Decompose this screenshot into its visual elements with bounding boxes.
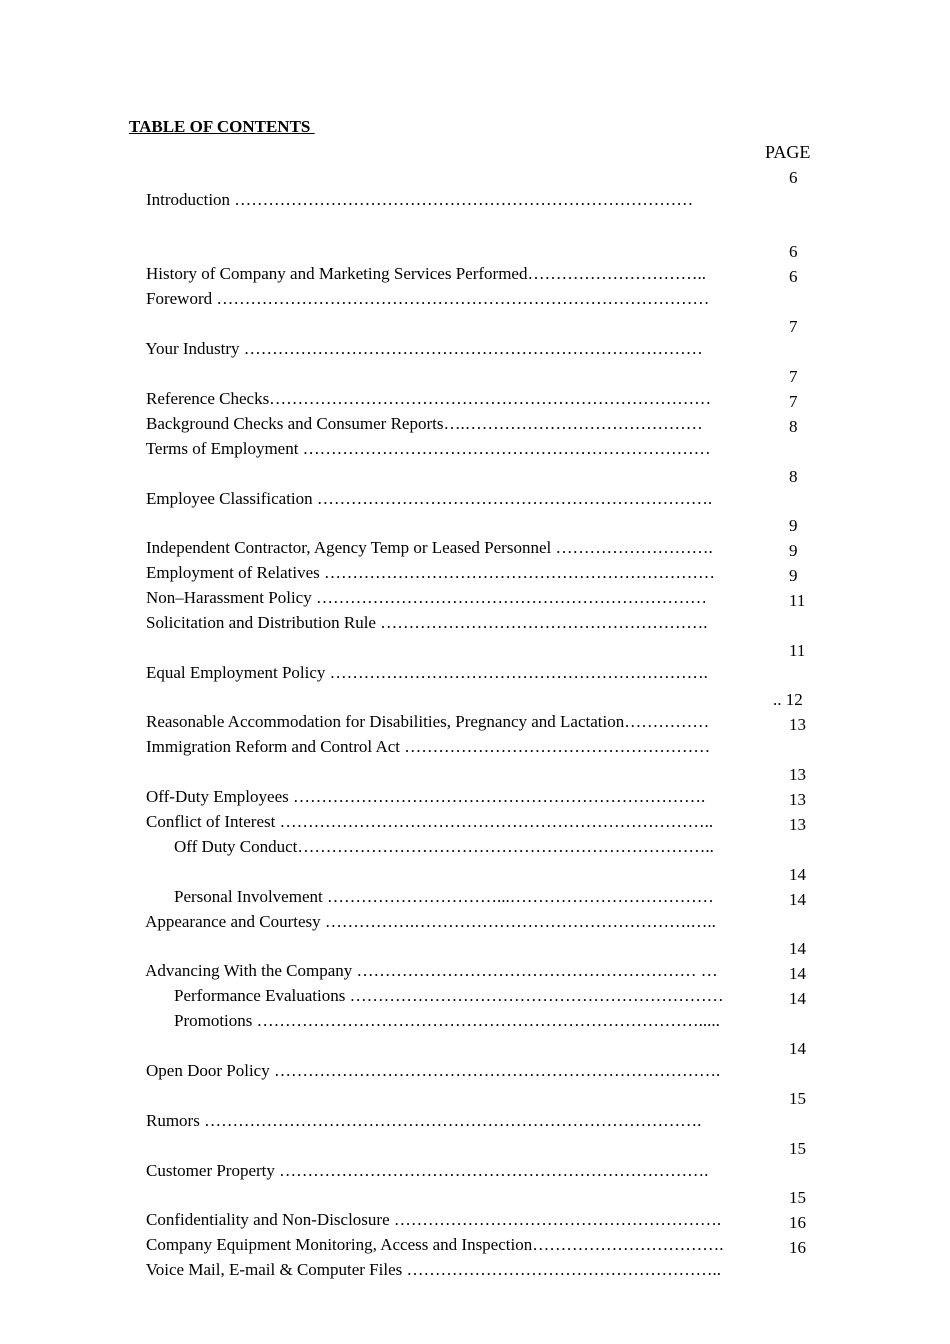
- toc-entry-equal-employment: [129, 640, 806, 682]
- toc-entry-introduction: [129, 167, 798, 209]
- toc-entry-page: 14: [789, 890, 806, 909]
- toc-entry-page: 15: [789, 1188, 806, 1207]
- toc-entry-off-duty-conduct: [157, 814, 806, 856]
- toc-entry-text: Personal Involvement …………………………...………………………………: [174, 887, 714, 906]
- toc-entry-text: Performance Evaluations …………………………………………………………: [174, 986, 724, 1005]
- toc-entry-performance-evaluations: [157, 963, 806, 1005]
- toc-entry-background-checks: [129, 391, 798, 433]
- toc-entry-page: 14: [789, 989, 806, 1008]
- toc-entry-text: Employment of Relatives ……………………………………………………………: [146, 563, 715, 582]
- toc-entry-page: 13: [789, 765, 806, 784]
- toc-entry-text: Immigration Reform and Control Act ………………………………………………: [146, 737, 711, 756]
- toc-entry-customer-property: [129, 1138, 806, 1180]
- toc-entry-page: 6: [789, 168, 798, 187]
- toc-entry-text: Off Duty Conduct………………………………………………………………..: [174, 837, 714, 856]
- toc-entry-text: Confidentiality and Non-Disclosure ………………………………………………….: [146, 1210, 722, 1229]
- toc-entry-page: 15: [789, 1139, 806, 1158]
- toc-entry-terms-of-employment: [129, 416, 798, 458]
- toc-entry-page: 14: [789, 1039, 806, 1058]
- toc-entry-page: 9: [789, 516, 798, 535]
- toc-entry-page: 14: [789, 964, 806, 983]
- toc-entry-text: Equal Employment Policy ………………………………………………………….: [146, 663, 708, 682]
- toc-entry-text: Voice Mail, E-mail & Computer Files ………………………………………………..: [145, 1260, 721, 1279]
- toc-entry-text: Promotions …………………………………………………………………….....: [174, 1011, 720, 1030]
- toc-entry-page: 13: [789, 790, 806, 809]
- toc-entry-off-duty-employees: [129, 764, 806, 806]
- toc-entry-conflict-of-interest: [129, 789, 806, 831]
- toc-entry-text: Open Door Policy …………………………………………………………………….: [146, 1061, 721, 1080]
- toc-entry-history: [129, 241, 798, 283]
- toc-entry-text: Introduction ………………………………………………………………………: [146, 190, 694, 209]
- toc-entry-page: 11: [789, 641, 806, 660]
- toc-entry-advancing: [129, 938, 806, 980]
- toc-entry-page: 7: [789, 392, 798, 411]
- toc-entry-page: 7: [789, 317, 798, 336]
- toc-entry-text: Non–Harassment Policy ……………………………………………………………: [146, 588, 707, 607]
- toc-entry-text: Reasonable Accommodation for Disabilities, Pregnancy and Lactation……………: [146, 712, 710, 731]
- toc-entry-page: 6: [789, 267, 798, 286]
- toc-entry-employee-classification: [129, 466, 798, 508]
- toc-entry-text: Reference Checks……………………………………………………………………: [146, 389, 712, 408]
- toc-entry-your-industry: [129, 316, 798, 358]
- toc-entry-page: 14: [789, 865, 806, 884]
- toc-entry-page: 13: [789, 715, 806, 734]
- toc-entry-solicitation: [129, 590, 806, 632]
- toc-entry-text: History of Company and Marketing Services Performed…………………………..: [146, 264, 706, 283]
- toc-entry-page: 15: [789, 1089, 806, 1108]
- toc-entry-page: 16: [789, 1238, 806, 1257]
- toc-entry-immigration-reform: [129, 714, 806, 756]
- toc-entry-reference-checks: [129, 366, 798, 408]
- toc-entry-open-door: [129, 1038, 806, 1080]
- toc-entry-employment-of-relatives: [129, 540, 798, 582]
- toc-entry-page: 16: [789, 1213, 806, 1232]
- toc-entry-personal-involvement: [157, 864, 806, 906]
- toc-entry-page: 14: [789, 939, 806, 958]
- toc-entry-rumors: [129, 1088, 806, 1130]
- toc-entry-foreword: [129, 266, 798, 308]
- toc-title: TABLE OF CONTENTS: [129, 117, 315, 136]
- toc-entry-non-harassment: [129, 565, 798, 607]
- toc-entry-text: Company Equipment Monitoring, Access and Inspection…………………………….: [146, 1235, 724, 1254]
- toc-entry-page: 8: [789, 417, 798, 436]
- toc-entry-page: 13: [789, 815, 806, 834]
- toc-entry-page: 11: [789, 591, 806, 610]
- toc-entry-text: Solicitation and Distribution Rule ………………………………………………….: [146, 613, 708, 632]
- toc-entry-page: 9: [789, 566, 798, 585]
- toc-entry-text: Appearance and Courtesy …………….………………………………………….…..: [145, 912, 716, 931]
- toc-entry-equipment-monitoring: [129, 1212, 806, 1254]
- toc-entry-page: 7: [789, 367, 798, 386]
- toc-entry-independent-contractor: [129, 515, 798, 557]
- toc-entry-text: Background Checks and Consumer Reports….……………………………………: [146, 414, 703, 433]
- toc-entry-text: Terms of Employment ………………………………………………………………: [145, 439, 711, 458]
- toc-entry-text: Independent Contractor, Agency Temp or Leased Personnel ……………………….: [146, 538, 713, 557]
- toc-entry-voice-mail: [129, 1235, 806, 1279]
- toc-entry-text: Your Industry ………………………………………………………………………: [145, 339, 703, 358]
- toc-entry-text: Employee Classification …………………………………………………………….: [146, 489, 713, 508]
- toc-entry-text: Off-Duty Employees ……………………………………………………………….: [146, 787, 706, 806]
- toc-entry-text: Advancing With the Company …………………………………………………… …: [145, 961, 718, 980]
- toc-entry-page: 8: [789, 467, 798, 486]
- toc-entry-text: Foreword ……………………………………………………………………………: [146, 289, 710, 308]
- toc-entry-text: Conflict of Interest …………………………………………………………………..: [146, 812, 714, 831]
- toc-entry-text: Rumors …………………………………………………………………………….: [146, 1111, 702, 1130]
- toc-entry-appearance-courtesy: [129, 889, 806, 931]
- page-column-header: PAGE: [765, 142, 811, 162]
- toc-entry-page: 9: [789, 541, 798, 560]
- toc-entry-promotions: [157, 988, 806, 1030]
- toc-entry-page: .. 12: [773, 690, 803, 709]
- toc-entry-page: 6: [789, 242, 798, 261]
- toc-entry-text: Customer Property ………………………………………………………………….: [146, 1161, 709, 1180]
